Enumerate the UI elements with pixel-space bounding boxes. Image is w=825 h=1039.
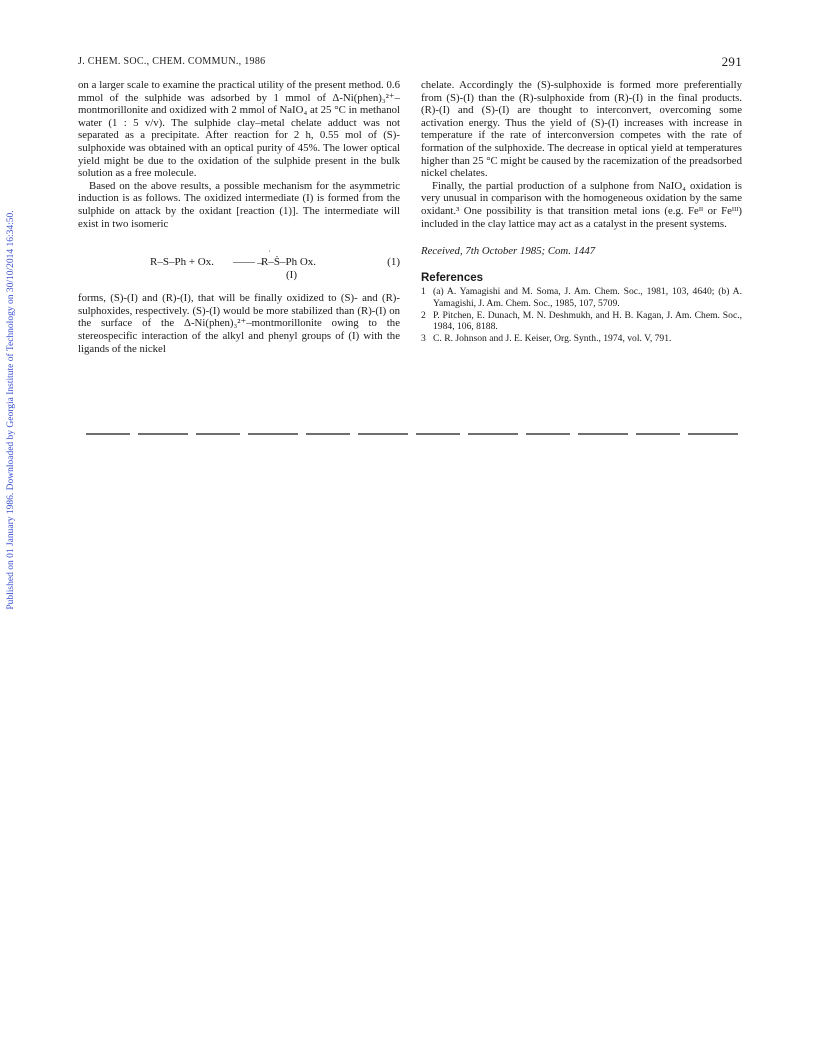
running-head — [78, 54, 742, 70]
paragraph: Finally, the partial production of a sulphone from NaIO₄ oxidation is very unusual in comparison with the homogeneous oxidation by the same oxidant.³ One possibility is that transition metal ions (e.g. Feᴵᴵ or Feᴵᴵᴵ) included in the clay lattice may act as a catalyst in the present systems. — [421, 179, 742, 230]
equation-number: (1) — [387, 256, 400, 269]
equation-reactants: R–S–Ph + Ox. — [150, 256, 214, 269]
intermediate-label: (I) — [286, 269, 297, 282]
right-column — [421, 79, 742, 344]
reference-text: C. R. Johnson and J. E. Keiser, Org. Synth., 1974, vol. V, 791. — [433, 332, 672, 344]
paragraph: chelate. Accordingly the (S)-sulphoxide is formed more preferentially from (S)-(I) than the (R)-sulphoxide from (R)-(I) in the final products. (R)-(I) and (S)-(I) are thought to interconvert, overcoming some activation energy. Thus the yield of (S)-(I) increases with increase in temperature if the rate of interconversion competes with the rate of formation of the sulphoxide. The decrease in optical yield at temperatures higher than 25 °C might be caused by the racemization of the preadsorbed nickel chelates. — [421, 79, 742, 180]
reference-item — [421, 286, 742, 309]
paragraph: forms, (S)-(I) and (R)-(I), that will be finally oxidized to (S)- and (R)-sulphoxides, respectively. (S)-(I) would be more stabilized than (R)-(I) on the surface of the Δ-Ni(phen)₃²⁺–montmorillonite owing to the stereospecific interaction of the alkyl and phenyl groups of (I) with the ligands of the nickel — [78, 292, 400, 355]
reference-number: 2 — [421, 309, 426, 321]
paragraph: Based on the above results, a possible mechanism for the asymmetric induction is as follows. The oxidized intermediate (I) is formed from the sulphide on attack by the oxidant [reaction (1)]. The intermediate will exist in two isomeric — [78, 179, 400, 230]
reaction-equation — [78, 247, 400, 282]
reference-number: 3 — [421, 332, 426, 344]
reference-number: 1 — [421, 286, 426, 298]
reference-item — [421, 310, 742, 333]
page-divider — [86, 433, 740, 435]
paragraph: on a larger scale to examine the practical utility of the present method. 0.6 mmol of the sulphide was adsorbed by 1 mmol of Δ-Ni(phen)₃²⁺–montmorillonite and oxidized with 2 mmol of NaIO₄ at 25 °C in methanol water (1 : 5 v/v). The sulphide clay–metal chelate adduct was not separated as a precipitate. After reaction for 2 h, 0.55 mol of (S)-sulphoxide was obtained with an optical purity of 45%. The lower optical yield might be due to the oxidation of the sulphide present in the bulk solution as a free molecule. — [78, 79, 400, 180]
reference-list — [421, 286, 742, 344]
left-column — [78, 79, 400, 355]
radical-dot: · — [268, 247, 271, 257]
reference-text: (a) A. Yamagishi and M. Soma, J. Am. Chem. Soc., 1981, 103, 4640; (b) A. Yamagishi, J. Am. Chem. Soc., 1985, 107, 5709. — [433, 286, 742, 309]
download-watermark — [4, 185, 18, 635]
references-heading: References — [421, 271, 484, 284]
equation-product: R–Ṡ–Ph Ox. — [261, 256, 317, 269]
received-date: Received, 7th October 1985; Com. 1447 — [421, 245, 596, 258]
page-number: 291 — [721, 54, 742, 69]
download-watermark-text: Published on 01 January 1986. Downloaded by Georgia Institute of Technology on 30/10/2014 16:34:50. — [6, 210, 16, 610]
reference-item — [421, 333, 742, 345]
reaction-arrow: ——→ — [233, 256, 266, 269]
reference-text: P. Pitchen, E. Dunach, M. N. Deshmukh, and H. B. Kagan, J. Am. Chem. Soc., 1984, 106, 8188. — [433, 309, 742, 333]
journal-citation: J. CHEM. SOC., CHEM. COMMUN., 1986 — [78, 56, 266, 67]
